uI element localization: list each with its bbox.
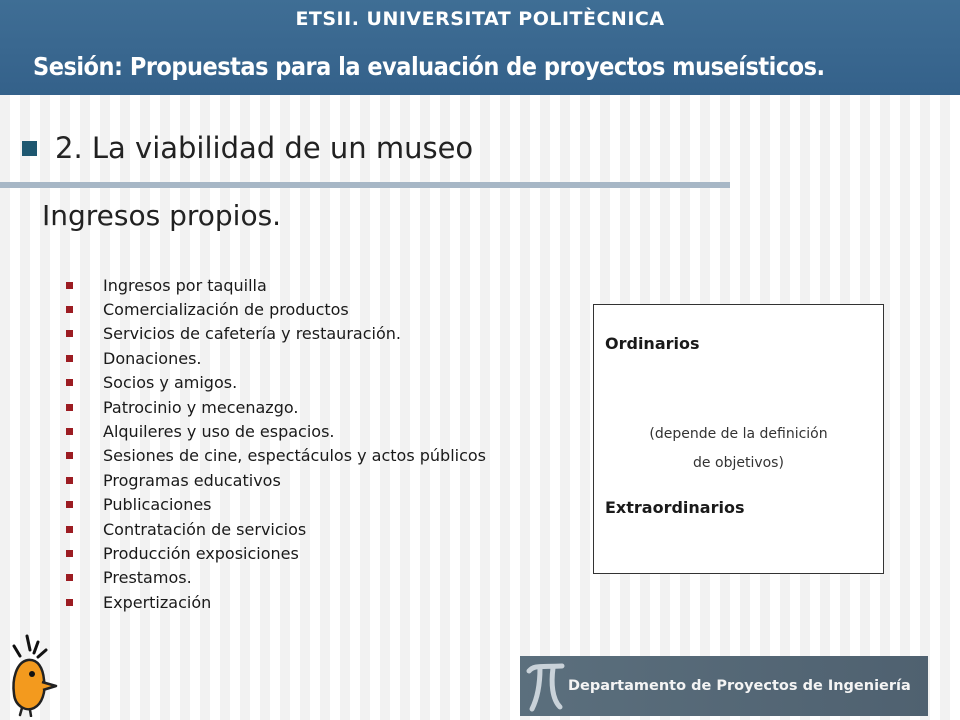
income-item — [66, 346, 486, 370]
income-item-label: Patrocinio y mecenazgo. — [103, 397, 299, 417]
income-type-box — [593, 304, 884, 574]
income-item — [66, 493, 486, 517]
income-item — [66, 566, 486, 590]
subheading: Ingresos propios. — [42, 199, 282, 232]
box-note-line-2: de objetivos) — [693, 455, 784, 471]
income-list — [66, 273, 486, 614]
square-bullet-icon — [66, 477, 73, 484]
institution-title: ETSII. UNIVERSITAT POLITÈCNICA — [295, 8, 665, 30]
income-item-label: Alquileres y uso de espacios. — [103, 422, 335, 442]
session-title: Sesión: Propuestas para la evaluación de proyectos museísticos. — [33, 52, 825, 81]
square-bullet-icon — [66, 355, 73, 362]
square-bullet-icon — [66, 526, 73, 533]
square-bullet-icon — [66, 501, 73, 508]
income-item — [66, 468, 486, 492]
income-item — [66, 444, 486, 468]
square-bullet-icon — [66, 282, 73, 289]
section-heading — [22, 128, 473, 168]
square-bullet-icon — [22, 141, 37, 156]
department-name: Departamento de Proyectos de Ingeniería — [568, 678, 911, 694]
ordinary-label: Ordinarios — [605, 334, 700, 353]
square-bullet-icon — [66, 404, 73, 411]
square-bullet-icon — [66, 550, 73, 557]
income-item — [66, 590, 486, 614]
income-item-label: Expertización — [103, 592, 212, 612]
slide-header — [0, 0, 960, 95]
extraordinary-label: Extraordinarios — [605, 498, 745, 517]
square-bullet-icon — [66, 599, 73, 606]
income-item-label: Sesiones de cine, espectáculos y actos públicos — [103, 446, 487, 466]
square-bullet-icon — [66, 574, 73, 581]
square-bullet-icon — [66, 306, 73, 313]
income-item-label: Donaciones. — [103, 348, 202, 368]
income-item — [66, 517, 486, 541]
cartoon-bird-icon — [8, 632, 60, 717]
income-item — [66, 541, 486, 565]
income-item-label: Prestamos. — [103, 568, 192, 588]
income-item-label: Socios y amigos. — [103, 373, 238, 393]
square-bullet-icon — [66, 379, 73, 386]
square-bullet-icon — [66, 452, 73, 459]
section-title: 2. La viabilidad de un museo — [55, 131, 474, 165]
income-item-label: Producción exposiciones — [103, 543, 299, 563]
income-item — [66, 322, 486, 346]
heading-divider — [0, 182, 730, 188]
income-item — [66, 371, 486, 395]
pi-symbol-icon — [526, 659, 566, 713]
income-item — [66, 297, 486, 321]
income-item-label: Contratación de servicios — [103, 519, 307, 539]
income-item-label: Programas educativos — [103, 470, 281, 490]
income-item-label: Comercialización de productos — [103, 300, 349, 320]
square-bullet-icon — [66, 330, 73, 337]
income-item-label: Servicios de cafetería y restauración. — [103, 324, 401, 344]
income-item — [66, 273, 486, 297]
square-bullet-icon — [66, 428, 73, 435]
income-item — [66, 395, 486, 419]
income-item — [66, 419, 486, 443]
income-item-label: Ingresos por taquilla — [103, 275, 267, 295]
box-note-line-1: (depende de la definición — [649, 426, 828, 442]
department-banner — [520, 656, 928, 716]
income-item-label: Publicaciones — [103, 495, 212, 515]
